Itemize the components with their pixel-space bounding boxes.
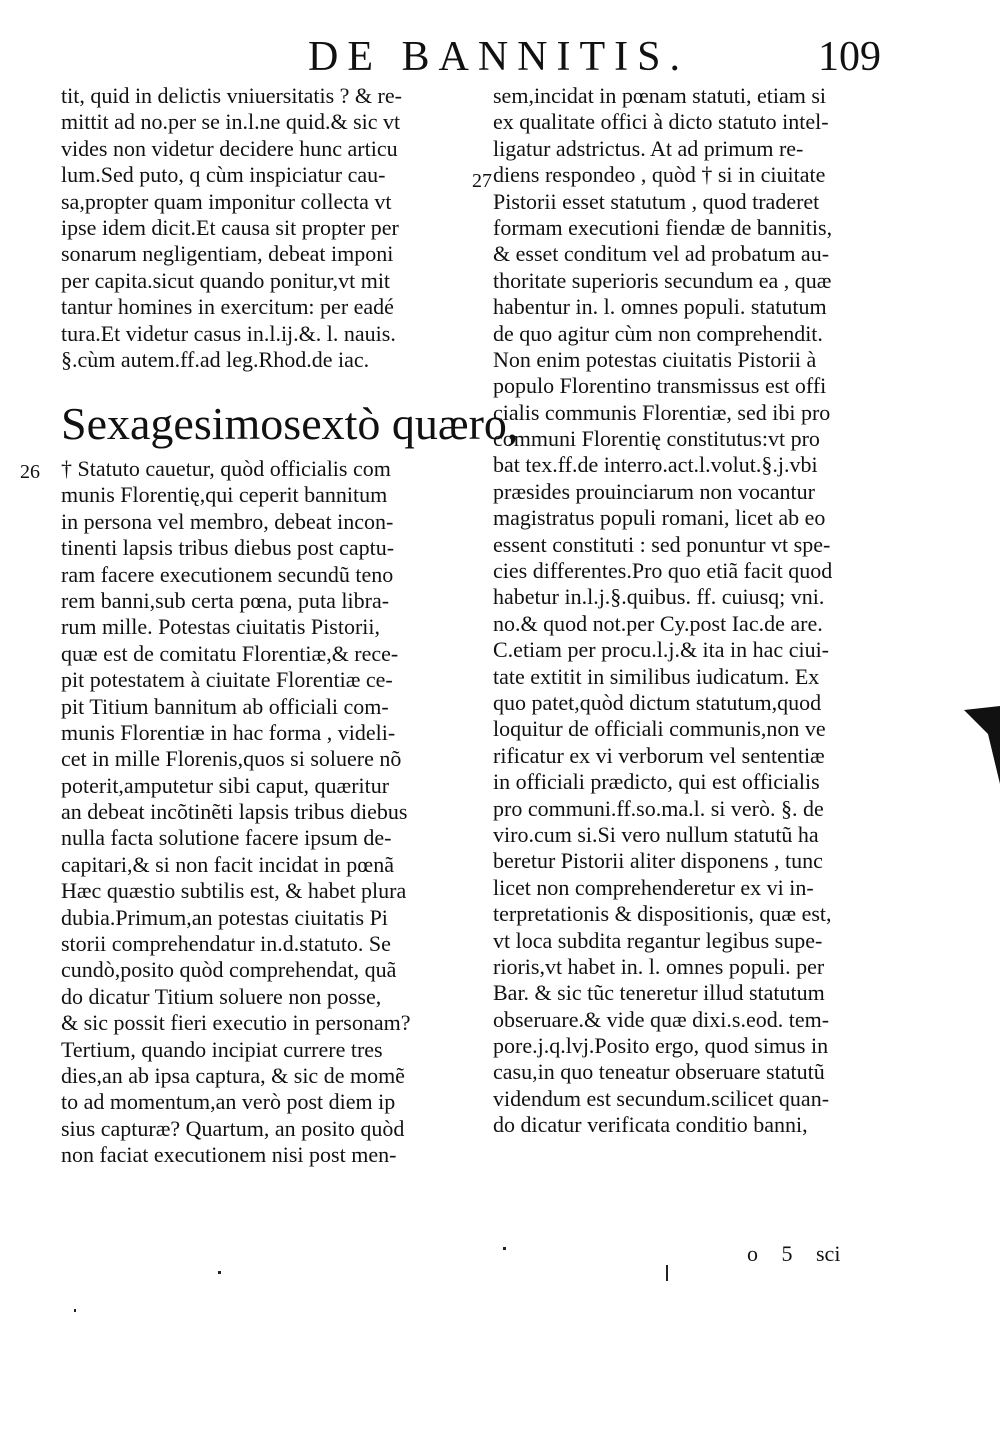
text-line: habentur in. l. omnes populi. statutum [493, 294, 827, 320]
text-line: videndum est secundum.scilicet quan- [493, 1085, 830, 1111]
text-line: † Statuto cauetur, quòd officialis com [61, 456, 391, 481]
marginal-number: 26 [20, 461, 40, 483]
text-line: communi Florentię constitutus:vt pro [493, 426, 820, 452]
text-line: Bar. & sic tũc teneretur illud statutum [493, 980, 825, 1006]
text-line: bat tex.ff.de interro.act.l.volut.§.j.vbi [493, 452, 818, 478]
text-line: ex qualitate offici à dicto statuto intel- [493, 109, 829, 135]
text-line: populo Florentino transmissus est offi [493, 373, 827, 399]
section-heading: Sexagesimosextò quæro, [61, 398, 519, 449]
left-column-upper [61, 83, 461, 373]
text-line: tate extitit in similibus iudicatum. Ex [493, 663, 820, 689]
text-line: nulla facta solutione facere ipsum de- [61, 825, 392, 851]
text-line: per capita.sicut quando ponitur,vt mit [61, 267, 391, 293]
text-line: tantur homines in exercitum: per eadé [61, 294, 394, 320]
text-line: sius capturæ? Quartum, an posito quòd [61, 1115, 405, 1141]
text-line: quo patet,quòd dictum statutum,quod [493, 689, 822, 715]
marginal-number: 27 [472, 170, 492, 192]
text-line: vides non videtur decidere hunc articu [61, 135, 398, 161]
text-line: sa,propter quam imponitur collecta vt [61, 188, 392, 214]
text-line: tura.Et videtur casus in.l.ij.&. l. nauis. [61, 320, 396, 346]
text-line: pro communi.ff.so.ma.l. si verò. §. de [493, 795, 824, 821]
text-line: licet non comprehenderetur ex vi in- [493, 874, 814, 900]
page-number: 109 [818, 34, 881, 80]
signature-mark: o 5 sci [747, 1241, 841, 1266]
text-line: munis Florentię,qui ceperit bannitum [61, 482, 388, 508]
scan-speck [503, 1247, 506, 1250]
text-line: & sic possit fieri executio in personam? [61, 1010, 411, 1036]
text-line: quæ est de comitatu Florentiæ,& rece- [61, 640, 399, 666]
text-line: loquitur de officiali communis,non ve [493, 716, 826, 742]
text-line: pore.j.q.lvj.Posito ergo, quod simus in [493, 1033, 829, 1059]
text-line: habetur in.l.j.§.quibus. ff. cuiusq; vni. [493, 584, 825, 610]
text-line: beretur Pistorii aliter disponens , tunc [493, 848, 823, 874]
text-line: in persona vel membro, debeat incon- [61, 508, 394, 534]
text-line: vt loca subdita regantur legibus supe- [493, 927, 823, 953]
text-line: diens respondeo , quòd † si in ciuitate [493, 162, 826, 188]
text-line: ram facere executionem secundũ teno [61, 561, 394, 587]
scan-speck [74, 1309, 76, 1312]
text-line: magistratus populi romani, licet ab eo [493, 505, 826, 531]
text-line: do dicatur Titium soluere non posse, [61, 983, 382, 1009]
text-line: præsides prouinciarum non vocantur [493, 478, 815, 504]
text-line: pit potestatem à ciuitate Florentiæ ce- [61, 667, 393, 693]
text-line: cet in mille Florenis,quos si soluere nõ [61, 746, 402, 772]
text-line: rificatur ex vi verborum vel sententiæ [493, 742, 825, 768]
text-line: Non enim potestas ciuitatis Pistorii à [493, 346, 817, 372]
text-line: tit, quid in delictis vniuersitatis ? & re- [61, 83, 402, 108]
text-line: Hæc quæstio subtilis est, & habet plura [61, 878, 407, 904]
text-line: formam executioni fiendæ de bannitis, [493, 214, 833, 240]
text-line: capitari,& si non facit incidat in pœnã [61, 851, 394, 877]
text-line: ipse idem dicit.Et causa sit propter per [61, 214, 399, 240]
text-line: to ad momentum,an verò post diem ip [61, 1089, 396, 1115]
text-line: storii comprehendatur in.d.statuto. Se [61, 931, 391, 957]
text-line: poterit,amputetur sibi caput, quæritur [61, 772, 390, 798]
text-line: casu,in quo teneatur obseruare statutũ [493, 1059, 825, 1085]
scan-speck [218, 1271, 221, 1274]
text-line: dies,an ab ipsa captura, & sic de momẽ [61, 1062, 405, 1088]
scan-speck [666, 1265, 668, 1281]
text-line: sem,incidat in pœnam statuti, etiam si [493, 83, 826, 108]
text-line: do dicatur verificata conditio banni, [493, 1112, 808, 1138]
text-line: obseruare.& vide quæ dixi.s.eod. tem- [493, 1006, 830, 1032]
left-column-lower [61, 456, 461, 1169]
text-line: tinenti lapsis tribus diebus post captu- [61, 535, 395, 561]
text-line: dubia.Primum,an potestas ciuitatis Pi [61, 904, 388, 930]
text-line: essent constituti : sed ponuntur vt spe- [493, 531, 831, 557]
text-line: mittit ad no.per se in.l.ne quid.& sic vt [61, 109, 401, 135]
text-line: rioris,vt habet in. l. omnes populi. per [493, 953, 825, 979]
text-line: an debeat incõtinẽti lapsis tribus diebus [61, 799, 408, 825]
text-line: non faciat executionem nisi post men- [61, 1142, 397, 1168]
text-line: C.etiam per procu.l.j.& ita in hac ciui- [493, 637, 830, 663]
text-line: rem banni,sub certa pœna, puta libra- [61, 587, 390, 613]
text-line: in officiali prædicto, qui est officialis [493, 769, 820, 795]
text-line: §.cùm autem.ff.ad leg.Rhod.de iac. [61, 346, 370, 372]
text-line: de quo agitur cùm non comprehendit. [493, 320, 823, 346]
scan-artifact-mark [960, 706, 1000, 786]
text-line: terpretationis & dispositionis, quæ est, [493, 901, 832, 927]
text-line: no.& quod not.per Cy.post Iac.de are. [493, 610, 823, 636]
text-line: Tertium, quando incipiat currere tres [61, 1036, 383, 1062]
text-line: & esset conditum vel ad probatum au- [493, 241, 830, 267]
text-line: ligatur adstrictus. At ad primum re- [493, 135, 804, 161]
text-line: cundò,posito quòd comprehendat, quã [61, 957, 397, 983]
text-line: thoritate superioris secundum ea , quæ [493, 267, 832, 293]
text-line: rum mille. Potestas ciuitatis Pistorii, [61, 614, 380, 640]
running-title: DE BANNITIS. [308, 34, 689, 80]
text-line: cialis communis Florentiæ, sed ibi pro [493, 399, 831, 425]
text-line: munis Florentiæ in hac forma , videli- [61, 719, 396, 745]
text-line: sonarum negligentiam, debeat imponi [61, 241, 394, 267]
text-line: Pistorii esset statutum , quod traderet [493, 188, 820, 214]
text-line: cies differentes.Pro quo etiã facit quod [493, 558, 833, 584]
right-column [493, 83, 908, 1139]
text-line: pit Titium bannitum ab officiali com- [61, 693, 389, 719]
text-line: lum.Sed puto, q cùm inspiciatur cau- [61, 162, 386, 188]
text-line: viro.cum si.Si vero nullum statutũ ha [493, 821, 819, 847]
